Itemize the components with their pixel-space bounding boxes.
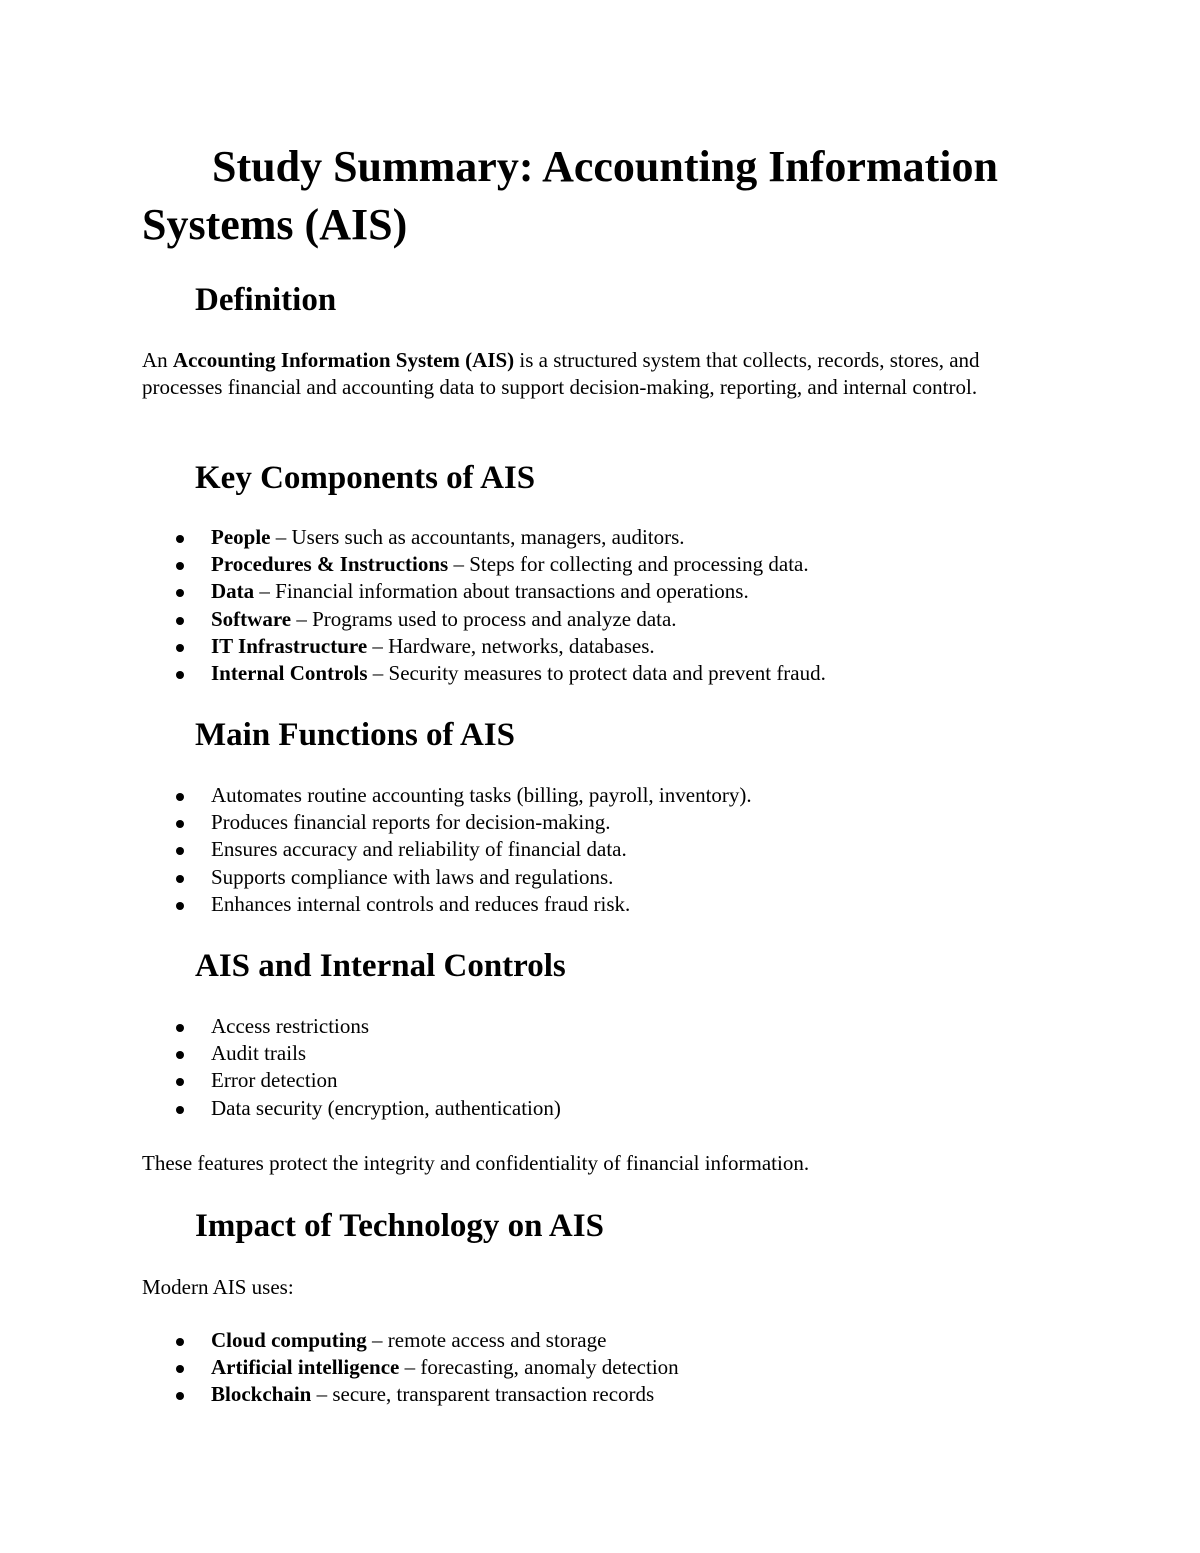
key-components-list bbox=[142, 524, 1042, 687]
item-term: Blockchain bbox=[211, 1382, 312, 1407]
list-item bbox=[142, 1040, 1042, 1067]
item-desc: – Steps for collecting and processing data. bbox=[448, 552, 809, 577]
list-item bbox=[142, 809, 1042, 836]
item-term: IT Infrastructure bbox=[211, 633, 368, 658]
internal-controls-closing: These features protect the integrity and confidentiality of financial information. bbox=[142, 1151, 810, 1175]
definition-term: Accounting Information System (AIS) bbox=[172, 348, 515, 372]
definition-paragraph bbox=[142, 347, 1062, 401]
bullet-icon bbox=[176, 1106, 184, 1114]
list-item bbox=[142, 578, 1042, 605]
bullet-icon bbox=[176, 1392, 184, 1400]
bullet-icon bbox=[176, 535, 184, 543]
item-text: Enhances internal controls and reduces fraud risk. bbox=[211, 891, 631, 916]
item-desc: – remote access and storage bbox=[366, 1328, 607, 1352]
list-item bbox=[142, 1095, 1042, 1122]
technology-list bbox=[142, 1327, 1042, 1409]
definition-prefix: An bbox=[142, 348, 173, 372]
section-heading-technology: Impact of Technology on AIS bbox=[195, 1208, 604, 1244]
item-text: Ensures accuracy and reliability of financial data. bbox=[211, 837, 627, 862]
bullet-icon bbox=[176, 562, 184, 570]
list-item bbox=[142, 551, 1042, 578]
list-item bbox=[142, 606, 1042, 633]
list-item bbox=[142, 660, 1042, 687]
bullet-icon bbox=[176, 589, 184, 597]
item-desc: – forecasting, anomaly detection bbox=[399, 1355, 679, 1380]
section-heading-main-functions: Main Functions of AIS bbox=[195, 717, 515, 753]
bullet-icon bbox=[176, 671, 184, 679]
item-text: Error detection bbox=[211, 1068, 338, 1093]
bullet-icon bbox=[176, 793, 184, 801]
bullet-icon bbox=[176, 1024, 184, 1032]
section-heading-key-components: Key Components of AIS bbox=[195, 460, 536, 496]
bullet-icon bbox=[176, 902, 184, 910]
list-item bbox=[142, 782, 1042, 809]
list-item bbox=[142, 836, 1042, 863]
item-desc: – Hardware, networks, databases. bbox=[367, 633, 655, 658]
list-item bbox=[142, 1067, 1042, 1094]
item-text: Access restrictions bbox=[211, 1014, 370, 1038]
bullet-icon bbox=[176, 617, 184, 625]
item-term: Artificial intelligence bbox=[211, 1355, 400, 1380]
item-text: Automates routine accounting tasks (billing, payroll, inventory). bbox=[211, 783, 752, 807]
bullet-icon bbox=[176, 1365, 184, 1373]
item-term: Software bbox=[211, 606, 292, 631]
list-item bbox=[142, 1354, 1042, 1381]
item-term: Cloud computing bbox=[211, 1328, 367, 1352]
document-title: Study Summary: Accounting Information Systems (AIS) bbox=[142, 142, 998, 249]
bullet-icon bbox=[176, 875, 184, 883]
section-heading-definition: Definition bbox=[195, 282, 337, 318]
item-text: Produces financial reports for decision-making. bbox=[211, 810, 611, 835]
internal-controls-list bbox=[142, 1013, 1042, 1122]
bullet-icon bbox=[176, 820, 184, 828]
item-desc: – Financial information about transactions and operations. bbox=[254, 579, 749, 604]
bullet-icon bbox=[176, 1078, 184, 1086]
item-desc: – Users such as accountants, managers, auditors. bbox=[270, 525, 685, 549]
list-item bbox=[142, 1327, 1042, 1354]
bullet-icon bbox=[176, 1338, 184, 1346]
list-item bbox=[142, 524, 1042, 551]
item-desc: – secure, transparent transaction records bbox=[311, 1382, 655, 1407]
list-item bbox=[142, 1013, 1042, 1040]
list-item bbox=[142, 891, 1042, 918]
item-text: Data security (encryption, authentication) bbox=[211, 1095, 561, 1120]
list-item bbox=[142, 864, 1042, 891]
item-desc: – Programs used to process and analyze data. bbox=[291, 606, 677, 631]
bullet-icon bbox=[176, 847, 184, 855]
section-heading-internal-controls: AIS and Internal Controls bbox=[195, 948, 566, 984]
main-functions-list bbox=[142, 782, 1042, 918]
item-term: Internal Controls bbox=[211, 661, 368, 686]
bullet-icon bbox=[176, 644, 184, 652]
item-term: People bbox=[211, 525, 271, 549]
list-item bbox=[142, 1381, 1042, 1408]
definition-text: is a structured system that collects, records, stores, and processes financial and accounting data to support decision-making, reporting, and internal control. bbox=[142, 348, 980, 399]
item-term: Data bbox=[211, 579, 255, 604]
item-text: Audit trails bbox=[211, 1041, 307, 1066]
item-desc: – Security measures to protect data and prevent fraud. bbox=[367, 661, 826, 686]
bullet-icon bbox=[176, 1051, 184, 1059]
item-text: Supports compliance with laws and regulations. bbox=[211, 864, 614, 889]
technology-intro: Modern AIS uses: bbox=[142, 1275, 294, 1299]
item-term: Procedures & Instructions bbox=[211, 552, 449, 577]
list-item bbox=[142, 633, 1042, 660]
